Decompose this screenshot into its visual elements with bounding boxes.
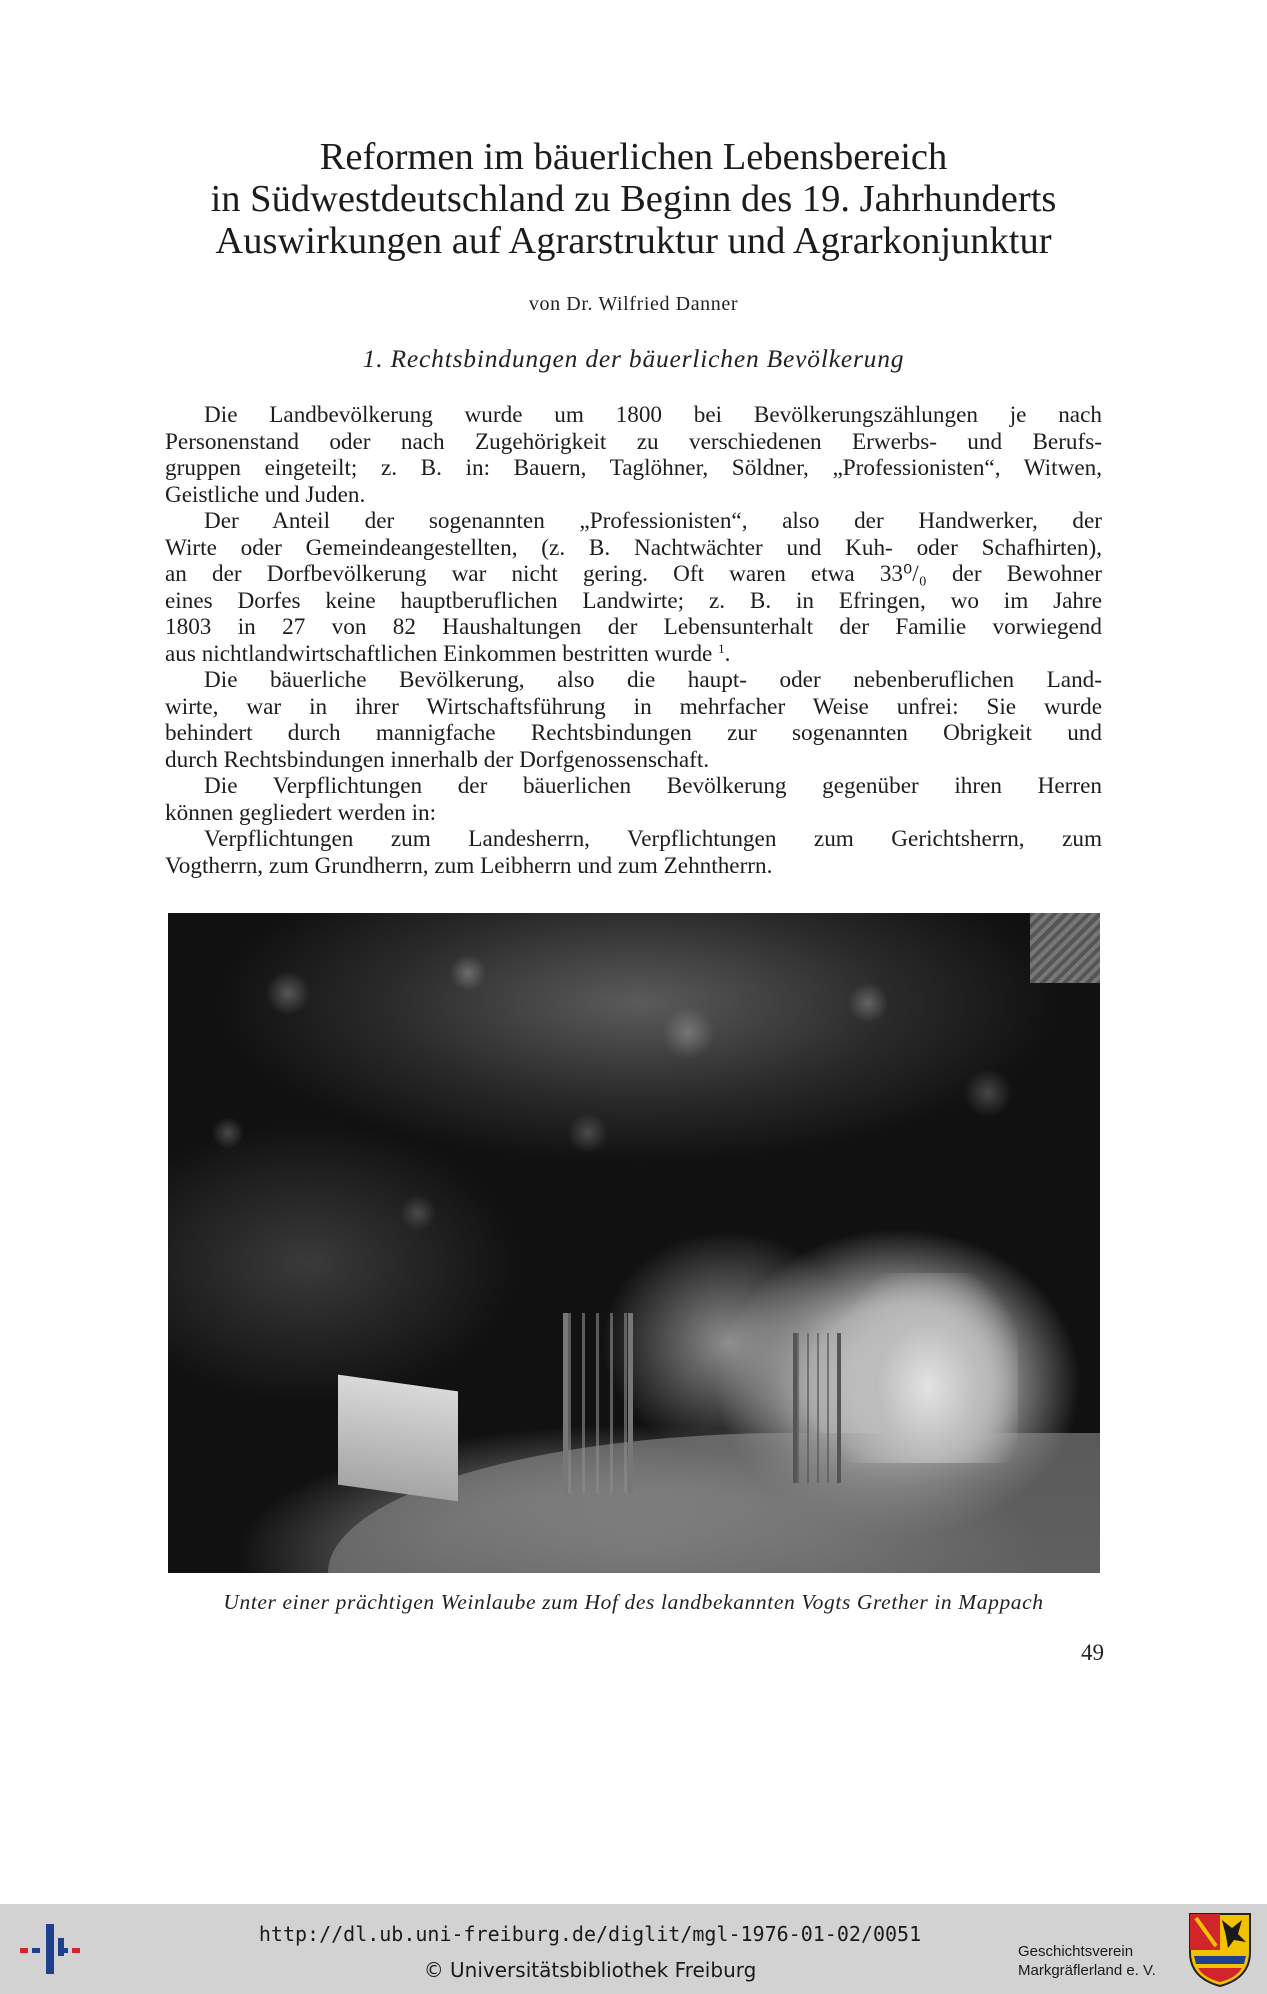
article-title [150, 136, 1117, 262]
body-line-with-footnote [165, 641, 1102, 668]
body-line: können gegliedert werden in: [165, 799, 437, 826]
viewer-footer-bar [0, 1904, 1267, 1994]
title-line-1: Reformen im bäuerlichen Lebensbereich [319, 136, 948, 178]
photo-caption: Unter einer prächtigen Weinlaube zum Hof des landbekannten Vogts Grether in Mappach [223, 1590, 1044, 1614]
footnote-punctuation: . [724, 640, 731, 667]
body-line: an der Dorfbevölkerung war nicht gering. Oft waren etwa 33⁰/₀ der Bewohner [165, 561, 1102, 587]
author-line: von Dr. Wilfried Danner [528, 293, 739, 315]
body-text [165, 402, 1102, 879]
page-number: 49 [1081, 1640, 1104, 1665]
body-line: Die Verpflichtungen der bäuerlichen Bevölkerung gegenüber ihren Herren [204, 773, 1102, 799]
body-line: 1803 in 27 von 82 Haushaltungen der Lebensunterhalt der Familie vorwiegend [165, 614, 1102, 640]
body-line: Die Landbevölkerung wurde um 1800 bei Bevölkerungszählungen je nach [204, 402, 1102, 428]
body-line: wirte, war in ihrer Wirtschaftsführung in mehrfacher Weise unfrei: Sie wurde [165, 693, 1102, 720]
body-line: Verpflichtungen zum Landesherrn, Verpflichtungen zum Gerichtsherrn, zum [204, 826, 1102, 852]
society-name [1018, 1942, 1178, 1980]
permalink-url[interactable]: http://dl.ub.uni-freiburg.de/diglit/mgl-1976-01-02/0051 [258, 1922, 922, 1946]
copyright-notice: © Universitätsbibliothek Freiburg [423, 1958, 757, 1982]
section-heading: 1. Rechtsbindungen der bäuerlichen Bevölkerung [362, 344, 905, 373]
body-line: Der Anteil der sogenannten „Professionisten“, also der Handwerker, der [204, 508, 1102, 534]
photo-foliage [168, 913, 1100, 1573]
body-line: behindert durch mannigfache Rechtsbindungen zur sogenannten Obrigkeit und [165, 720, 1102, 746]
society-name-line-1: Geschichtsverein [1018, 1943, 1134, 1960]
body-line: gruppen eingeteilt; z. B. in: Bauern, Taglöhner, Söldner, „Professionisten“, Witwen, [165, 455, 1102, 481]
body-line-text: aus nichtlandwirtschaftlichen Einkommen bestritten wurde [165, 640, 713, 667]
footnote-reference[interactable]: 1 [718, 640, 725, 656]
ub-freiburg-logo-icon[interactable] [18, 1918, 82, 1978]
title-line-2: in Südwestdeutschland zu Beginn des 19. Jahrhunderts [210, 178, 1057, 220]
society-crest-icon[interactable] [1188, 1912, 1252, 1988]
body-line: Geistliche und Juden. [165, 481, 366, 508]
body-line: Die bäuerliche Bevölkerung, also die haupt- oder nebenberuflichen Land- [204, 667, 1102, 693]
body-line: durch Rechtsbindungen innerhalb der Dorfgenossenschaft. [165, 746, 710, 773]
body-line: Personenstand oder nach Zugehörigkeit zu verschiedenen Erwerbs- und Berufs- [165, 428, 1102, 455]
title-line-3: Auswirkungen auf Agrarstruktur und Agrarkonjunktur [215, 220, 1052, 262]
body-line: Wirte oder Gemeindeangestellten, (z. B. Nachtwächter und Kuh- oder Schafhirten), [165, 534, 1102, 561]
society-name-line-2: Markgräflerland e. V. [1018, 1962, 1156, 1979]
body-line: eines Dorfes keine hauptberuflichen Landwirte; z. B. in Efringen, wo im Jahre [165, 587, 1102, 614]
photograph-vine-arbor [168, 913, 1100, 1573]
body-line: Vogtherrn, zum Grundherrn, zum Leibherrn und zum Zehntherrn. [165, 852, 773, 879]
